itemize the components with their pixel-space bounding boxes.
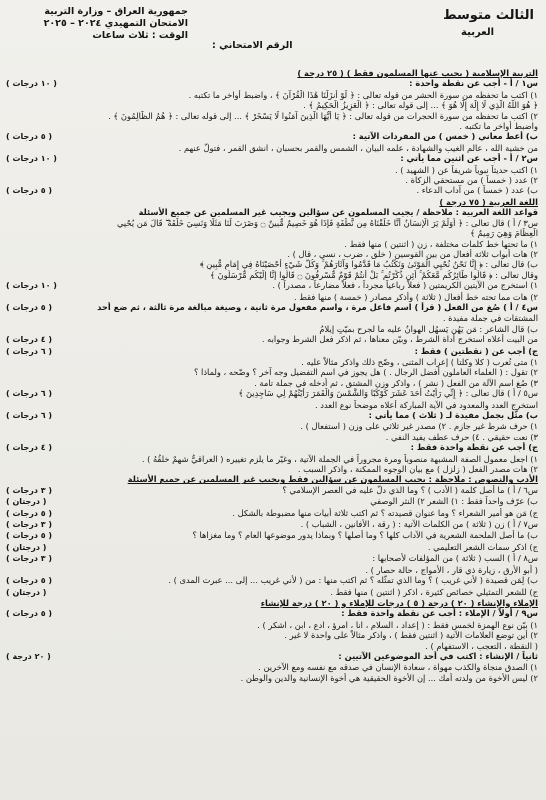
marks-label: ( ٣ درجات ) (6, 520, 53, 530)
question-line (6, 334, 538, 345)
question-text: الأدب والنصوص : ملاحظة : يجيب المسلمون عن سؤالين فقط ويجيب غير المسلمين عن جميع الأسئلة (127, 474, 538, 485)
question-line (6, 608, 538, 619)
question-line (6, 111, 538, 121)
question-text: ١) اجعل معمول الصفة المشبهة منصوباً ومرة مجروراً في الجملة الآتية ، وغيّر ما يلزم تغييره ( العراقيُّ شهمٌ خلقُهُ ) . (141, 453, 538, 464)
question-line (6, 496, 538, 507)
question-text: س٨ / أ ) السب ( ثلاثة ) من المؤلفات لأصحابها : (372, 553, 538, 564)
question-line (6, 508, 538, 519)
marks-label: ( ٥ درجات ) (6, 609, 53, 619)
question-line (6, 346, 538, 357)
question-text: ١) بيّن نوع الهمزة لخمس فقط : ( إعداد ، السلام ، انا ، امرؤ ، ادع ، ابن ، اشكر ) . (257, 619, 538, 630)
question-line (6, 641, 538, 651)
marks-label: ( ٥ درجات ) (6, 576, 53, 586)
question-text: ٢) اكتب ما تحفظه من سورة الحجرات من قوله تعالى : ﴿ يَا أَيُّهَا الَّذِينَ آمَنُوا لَا يَسْخَرْ ﴾ ... إلى قوله تعالى : ﴿ هُمُ الظَّالِمُونَ ﴾ . (108, 110, 538, 121)
exam-time: الوقت : ثلاث ساعات (92, 30, 188, 41)
header-ministry-block (10, 6, 188, 42)
question-text: وقال تعالى : ﴿ قَالُوا طَائِرُكُم مَّعَكُمْ ۚ أَئِن ذُكِّرْتُم ۚ بَلْ أَنتُمْ قَوْمٌ مُّسْرِفُونَ ۝ قَالُوا إِنَّا إِلَيْكُم مُّرْسَلُونَ ﴾ (210, 269, 538, 280)
question-line (6, 367, 538, 377)
question-text: ٢) هات مما تحته خط أفعال ( ثلاثة ) وأذكر مصادر ( خمسة ) منها فقط . (294, 291, 538, 302)
marks-label: ( ٤ درجات ) (6, 335, 53, 345)
question-text: واضبط أواخر ما تكتبه . (459, 121, 538, 132)
marks-label: ( ١٠ درجات ) (6, 281, 57, 291)
question-text: س٧ / أ ) زِن ( ثلاثة ) من الكلمات الآتية : ( رقة ، الأفانين ، الشباب ) . (300, 519, 538, 530)
marks-label: ( ١٠ درجات ) (6, 154, 57, 164)
question-text: ١) الصدق منجاة والكذب مهواة ، سعادة الإنسان في صدقه مع نفسه ومع الآخرين . (258, 662, 538, 673)
question-line (6, 90, 538, 100)
exam-number-label: الرقم الامتحاني : (212, 40, 293, 51)
question-text: ٣) صُغ اسم الآلة من الفعل ( نشر ) ، واذكر وزن المشتق ، ثم أدخله في جملة تامة . (254, 377, 538, 388)
question-text: ج) للشعر التمثيلي خصائص كثيرة ، اذكر ( اثنتين ) منها فقط . (330, 586, 538, 597)
section-heading (6, 474, 538, 484)
question-text: استخرج العدد والمعدود في الآية المباركة أعلاه موضحاً نوع العدد . (314, 399, 538, 410)
marks-label: ( درجتان ) (6, 497, 47, 507)
question-line (6, 442, 538, 453)
question-text: ٢) عدد ( خمساً ) من مستحقي الزكاة . (405, 175, 538, 186)
marks-label: ( درجتان ) (6, 587, 47, 597)
question-line (6, 324, 538, 334)
question-line (6, 587, 538, 598)
question-text: اللغة العربية ( ٧٥ درجة ) (439, 196, 538, 207)
section-heading (6, 598, 538, 608)
marks-label: ( ٦ درجات ) (6, 389, 53, 399)
question-line (6, 270, 538, 280)
question-text: ١) استخرج من الآيتين الكريمتين ( فعلاً رباعياً مجرداً ، فعلاً مضارعاً ، مصدراً ) . (272, 280, 538, 291)
ministry-name: جمهورية العراق – وزارة التربية (44, 6, 188, 17)
question-line (6, 421, 538, 431)
question-text: من خشية الله ، عالم الغيب والشهادة ، علمه البيان ، الشمس والقمر بحسبان ، انشق القمر ، فتولّ عنهم . (178, 142, 538, 153)
question-text: ١) اكتب حديثاً نبوياً شريفاً عن ( الشهيد ) . (395, 164, 538, 175)
question-line (6, 292, 538, 302)
question-text: التربية الإسلامية ( يجيب عنها المسلمون فقط ) ( ٢٥ درجة ) (297, 68, 538, 78)
question-text: س٩ / أولاً / الإملاء : أجب عن نقطة واحدة فقط : (341, 608, 538, 619)
question-line (6, 400, 538, 410)
question-line (6, 651, 538, 662)
question-text: ج) أجب عن ( نقطتين ) فقط : (414, 345, 538, 356)
exam-header (6, 4, 538, 68)
question-line (6, 207, 538, 217)
exam-name: الامتحان التمهيدي ٢٠٢٤ – ٢٠٢٥ (43, 18, 188, 29)
question-line (6, 165, 538, 175)
question-line (6, 175, 538, 185)
question-text: ١) ما تحتها خط كلمات مختلفة ، زن ( اثنتين ) منها فقط . (344, 238, 538, 249)
marks-label: ( ٣ درجات ) (6, 485, 53, 495)
question-text: ٢) هات مصدر الفعل ( زلزل ) مع بيان الوجوه الممكنة ، واذكر السبب . (297, 464, 538, 475)
question-line (6, 542, 538, 553)
question-line (6, 228, 538, 238)
question-text: ٢) تقول : ( العلماء العاملون أفضل الرجال . ) هل يجوز في اسم التفضيل وجه آخر ؟ وضّحه ، ولماذا ؟ (194, 367, 538, 378)
marks-label: ( ٥ درجات ) (6, 531, 53, 541)
question-line (6, 432, 538, 442)
question-text: س٦ / أ ) ما أصل كلمة ( الأدب ) ؟ وما الذي دلّ عليه في العصر الإسلامي ؟ (282, 484, 538, 495)
section-heading (6, 197, 538, 207)
marks-label: ( ٥ درجات ) (6, 302, 53, 312)
grade-title: الثالث متوسط (443, 8, 534, 23)
question-text: ج) أجب عن نقطة واحدة فقط : (410, 442, 538, 453)
question-line (6, 553, 538, 564)
question-line (6, 464, 538, 474)
marks-label: ( ٥ درجات ) (6, 132, 53, 142)
question-text: ٢) أين توضع العلامات الآتية ( اثنتين فقط ) ، واذكر مثالاً على واحدة لا غير . (284, 630, 538, 641)
question-text: ﴿ هُوَ اللَّهُ الَّذِي لَا إِلَٰهَ إِلَّا هُوَ ﴾ ... إلى قوله تعالى : ﴿ الْعَزِيزُ الْحَكِيمُ ﴾ . (303, 100, 538, 111)
question-text: ١) حرف شرط غير جازم . ٢) مصدر غير ثلاثي على وزن ( استفعال ) . (300, 421, 538, 432)
section-heading (6, 68, 538, 78)
question-text: ب) عرّف واحداً فقط : ١) الشعر ٢) النثر الوصفي (370, 496, 538, 507)
question-line (6, 280, 538, 291)
question-text: ب) قال تعالى : ﴿ إِنَّا نَحْنُ نُحْيِي الْمَوْتَىٰ وَنَكْتُبُ مَا قَدَّمُوا وَآثَارَهُمْ ۚ وَكُلَّ شَيْءٍ أَحْصَيْنَاهُ فِي إِمَامٍ مُّبِينٍ ﴾ (199, 259, 538, 270)
question-line (6, 131, 538, 142)
question-text: ب) مثّل بجمل مفيدة لـ ( ثلاث ) مما يأتي : (368, 410, 538, 420)
question-text: المشتقات في جملة مفيدة . (442, 313, 538, 324)
question-line (6, 302, 538, 313)
question-line (6, 100, 538, 110)
question-text: ٢) هات أبواب ثلاثة أفعال من بين القوسين ( خلق ، ضرب ، نسي ، قال ) . (287, 248, 538, 259)
question-line (6, 630, 538, 640)
question-line (6, 454, 538, 464)
question-line (6, 565, 538, 575)
question-line (6, 662, 538, 672)
question-line (6, 530, 538, 541)
marks-label: ( ٥ درجات ) (6, 186, 53, 196)
question-text: ب) ما أصل الملحمة الشعرية في الآداب كلها ؟ وما أصلها ؟ وبماذا يدور موضوعها العام ؟ وما مغزاها ؟ (192, 530, 538, 541)
question-line (6, 485, 538, 496)
marks-label: ( ٢٠ درجة ) (6, 651, 51, 661)
question-text: ب) لِمَن قصيدة ( لأني غريب ) ؟ وما الذي تمثّله ؟ ثم اكتب منها : من ( لأني غريب ... إلى ... عبرت المدى ) . (168, 575, 538, 586)
question-text: ( النقطة ، التعجب ، الاستفهام ) . (425, 640, 538, 651)
question-line (6, 357, 538, 367)
marks-label: ( ٦ درجات ) (6, 346, 53, 356)
question-line (6, 620, 538, 630)
question-text: ب) عدد ( خمساً ) من آداب الدعاء . (416, 185, 538, 196)
marks-label: ( ٥ درجات ) (6, 508, 53, 518)
header-grade-block (443, 8, 534, 38)
question-text: قواعد اللغة العربية : ملاحظة / يجيب المسلمون عن سؤالين ويجيب غير المسلمين عن جميع الأسئلة (138, 207, 538, 218)
question-line (6, 378, 538, 388)
question-line (6, 121, 538, 131)
question-text: س١ / أ - أجب عن نقطة واحدة : (409, 78, 538, 89)
marks-label: ( ١٠ درجات ) (6, 79, 57, 89)
question-text: ١) اكتب ما تحفظه من سورة الحشر من قوله تعالى : ﴿ لَوْ أَنزَلْنَا هَٰذَا الْقُرْآنَ ﴾ ، واضبط أواخر ما تكتبه . (188, 89, 538, 100)
question-line (6, 143, 538, 153)
question-text: ب) أعط معاني ( خمس ) من المفردات الآتية : (352, 131, 538, 142)
question-text: س٥ / أ ) قال تعالى : ﴿ إِنِّي رَأَيْتُ أَحَدَ عَشَرَ كَوْكَبًا وَالشَّمْسَ وَالْقَمَرَ رَأَيْتُهُمْ لِي سَاجِدِينَ ﴾ (238, 388, 538, 399)
question-line (6, 519, 538, 530)
question-text: ٢) ليس الأخوة من ولدته أمك ... إن الأخوة الحقيقية هي أخوة الإنسانية والدين والوطن . (240, 672, 538, 683)
question-line (6, 249, 538, 259)
question-text: ١) متى تُعرب ( كلا وكلتا ) إعراب المثنى ، وضّح ذلك واذكر مثالاً عليه . (301, 356, 538, 367)
question-text: ثانياً / الإنشاء : اكتب في أحد الموضوعين الآتيين : (338, 650, 538, 661)
subject-title: العربية (461, 27, 494, 38)
marks-label: ( ٦ درجات ) (6, 411, 53, 420)
exam-body (6, 68, 538, 683)
question-text: ٣) نعت حقيقي . ٤) حرف عطف يفيد النفي . (385, 431, 538, 442)
question-text: س٤ / أ ) صُغ من الفعل ( قرأ ) اسم فاعل مرة ، واسم مفعول مرة ثانية ، وصيغة مبالغة مرة ثالثة ، ثم ضع أحد (97, 301, 538, 312)
question-text: ( أبو الأرق ، زيارة ذي قار ، الأمواج ، حالة حصار ) . (365, 564, 538, 575)
question-line (6, 218, 538, 228)
question-line (6, 388, 538, 399)
question-text: س٢ / أ - أجب عن اثنين مما يأتي : (400, 153, 538, 164)
question-text: الْعِظَامَ وَهِيَ رَمِيمٌ ﴾ (470, 228, 538, 239)
question-text: ج) اذكر سمات الشعر التعليمي . (427, 541, 538, 552)
marks-label: ( ٣ درجات ) (6, 554, 53, 564)
question-line (6, 575, 538, 586)
question-line (6, 259, 538, 269)
question-text: ب) قال الشاعر : مَن يَهُن يَسهُلِ الهوانُ عليه ما لجرحٍ بميّتٍ إيلامُ (319, 323, 538, 334)
question-line (6, 673, 538, 683)
question-text: من البيت أعلاه استخرج أداة الشرط ، وبيّن معناها ، ثم اذكر فعل الشرط وجوابه . (261, 334, 538, 345)
question-line (6, 313, 538, 323)
question-line (6, 78, 538, 89)
question-line (6, 410, 538, 421)
question-text: ج) مَن هو أمير الشعراء ؟ وما عنوان قصيدته ؟ ثم اكتب ثلاثة أبيات منها مضبوطة بالشكل . (232, 507, 538, 518)
question-text: الإملاء والإنشاء ( ٢٠ ) درجة ( ٥ ) درجات للإملاء و ( ٢٠ ) درجة للإنشاء (260, 597, 538, 608)
marks-label: ( درجتان ) (6, 542, 47, 552)
marks-label: ( ٤ درجات ) (6, 443, 53, 453)
question-line (6, 239, 538, 249)
question-line (6, 153, 538, 164)
question-text: س٣ / أ ) قال تعالى : ﴿ أَوَلَمْ يَرَ الْإِنسَانُ أَنَّا خَلَقْنَاهُ مِن نُّطْفَةٍ فَإِذَا هُوَ خَصِيمٌ مُّبِينٌ ۝ وَضَرَبَ لَنَا مَثَلًا وَنَسِيَ خَلْقَهُ ۖ قَالَ مَن يُحْيِي (117, 217, 538, 228)
question-line (6, 185, 538, 196)
